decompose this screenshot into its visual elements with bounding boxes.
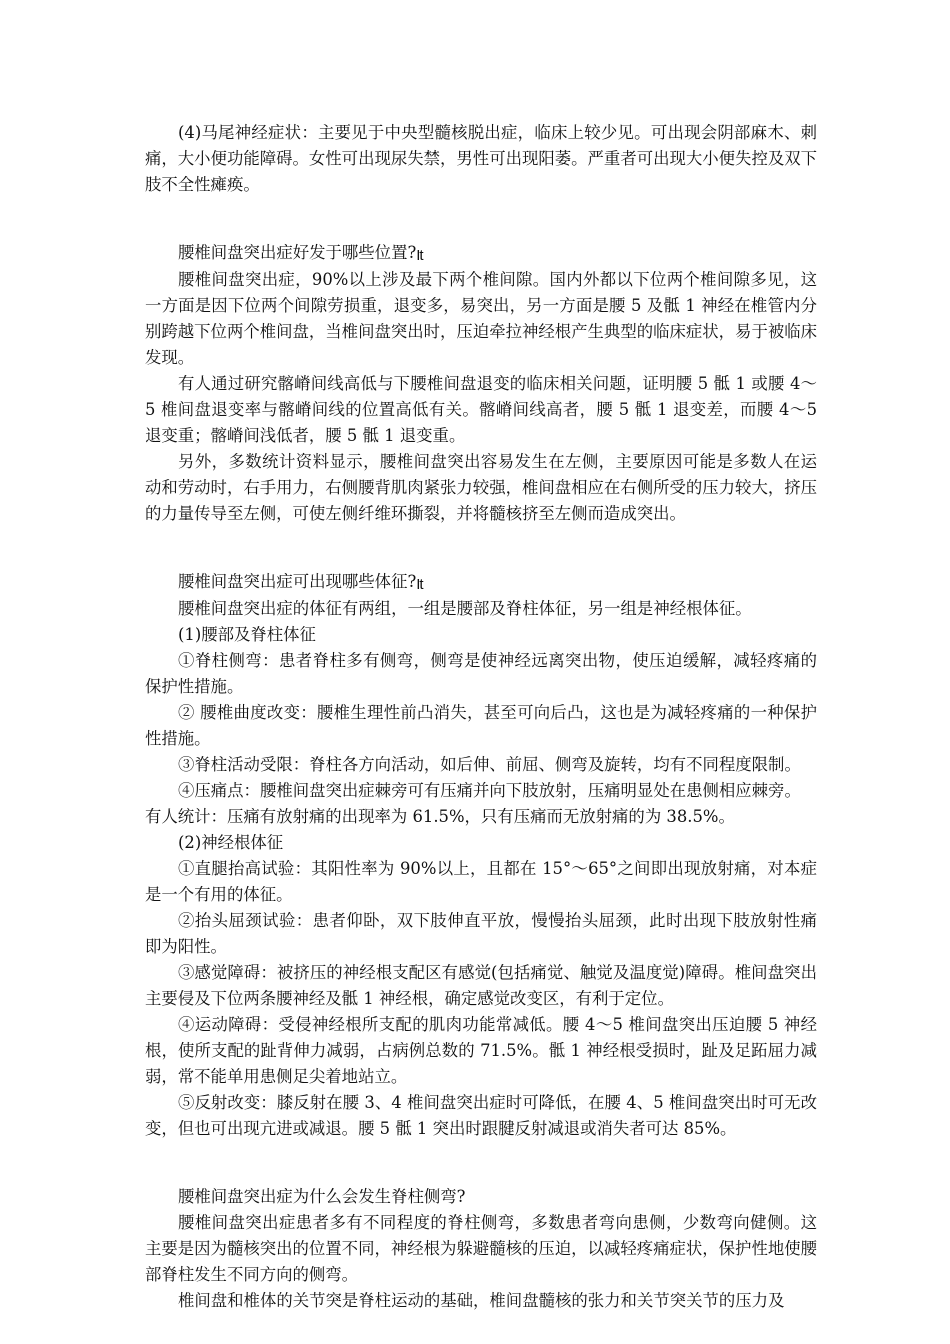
heading-location-mark: It bbox=[416, 247, 423, 264]
section-gap bbox=[145, 198, 817, 240]
section-gap bbox=[145, 1142, 817, 1184]
paragraph-location-3: 另外，多数统计资料显示，腰椎间盘突出容易发生在左侧，主要原因可能是多数人在运动和劳动时，右手用力，右侧腰背肌肉紧张力较强，椎间盘相应在右侧所受的压力较大，挤压的力量传导至左侧，可使左侧纤维环撕裂，并将髓核挤至左侧而造成突出。 bbox=[145, 452, 818, 523]
paragraph-signs-motion: ③脊柱活动受限：脊柱各方向活动，如后伸、前屈、侧弯及旋转，均有不同程度限制。 bbox=[178, 755, 801, 774]
paragraph-signs-scoliosis: ①脊柱侧弯：患者脊柱多有侧弯，侧弯是使神经远离突出物，使压迫缓解，减轻疼痛的保护性措施。 bbox=[145, 651, 817, 696]
heading-scoliosis: 腰椎间盘突出症为什么会发生脊柱侧弯? bbox=[178, 1187, 466, 1206]
paragraph-signs-statistics: 有人统计：压痛有放射痛的出现率为 61.5%，只有压痛而无放射痛的为 38.5%。 bbox=[145, 807, 735, 826]
paragraph-location-1: 腰椎间盘突出症，90%以上涉及最下两个椎间隙。国内外都以下位两个椎间隙多见，这一方面是因下位两个间隙劳损重，退变多，易突出，另一方面是腰 5 及骶 1 神经在椎管内分别跨越下位两个椎间盘，当椎间盘突出时，压迫牵拉神经根产生典型的临床症状，易于被临床发现。 bbox=[145, 270, 818, 367]
paragraph-signs-reflex: ⑤反射改变：膝反射在腰 3、4 椎间盘突出症时可降低，在腰 4、5 椎间盘突出时可无改变，但也可出现亢进或减退。腰 5 骶 1 突出时跟腱反射减退或消失者可达 85%。 bbox=[145, 1093, 817, 1138]
paragraph-signs-neck-flexion: ②抬头屈颈试验：患者仰卧，双下肢伸直平放，慢慢抬头屈颈，此时出现下肢放射性痛即为阳性。 bbox=[145, 911, 817, 956]
paragraph-signs-curvature: ② 腰椎曲度改变：腰椎生理性前凸消失，甚至可向后凸，这也是为减轻疼痛的一种保护性措施。 bbox=[145, 703, 817, 748]
document-page bbox=[145, 120, 817, 1314]
heading-signs-text: 腰椎间盘突出症可出现哪些体征? bbox=[178, 572, 417, 591]
heading-location bbox=[145, 240, 817, 267]
heading-signs-mark: It bbox=[416, 576, 423, 593]
paragraph-signs-group1: (1)腰部及脊柱体征 bbox=[178, 625, 316, 644]
paragraph-signs-sensory: ③感觉障碍：被挤压的神经根支配区有感觉(包括痛觉、触觉及温度觉)障碍。椎间盘突出主要侵及下位两条腰神经及骶 1 神经根，确定感觉改变区，有利于定位。 bbox=[145, 963, 817, 1008]
paragraph-cauda-equina: (4)马尾神经症状：主要见于中央型髓核脱出症，临床上较少见。可出现会阴部麻木、刺痛，大小便功能障碍。女性可出现尿失禁，男性可出现阳萎。严重者可出现大小便失控及双下肢不全性瘫痪。 bbox=[145, 123, 818, 194]
paragraph-signs-intro: 腰椎间盘突出症的体征有两组，一组是腰部及脊柱体征，另一组是神经根体征。 bbox=[178, 599, 752, 618]
heading-signs bbox=[145, 569, 817, 596]
paragraph-scoliosis-1: 腰椎间盘突出症患者多有不同程度的脊柱侧弯，多数患者弯向患侧，少数弯向健侧。这主要是因为髓核突出的位置不同，神经根为躲避髓核的压迫，以减轻疼痛症状，保护性地使腰部脊柱发生不同方向的侧弯。 bbox=[145, 1213, 818, 1284]
paragraph-signs-motor: ④运动障碍：受侵神经根所支配的肌肉功能常减低。腰 4～5 椎间盘突出压迫腰 5 神经根，使所支配的趾背伸力减弱，占病例总数的 71.5%。骶 1 神经根受损时，趾及足跖屈力减弱，常不能单用患侧足尖着地站立。 bbox=[145, 1015, 817, 1086]
paragraph-scoliosis-2: 椎间盘和椎体的关节突是脊柱运动的基础，椎间盘髓核的张力和关节突关节的压力及 bbox=[178, 1291, 785, 1310]
paragraph-signs-group2: (2)神经根体征 bbox=[178, 833, 284, 852]
heading-location-text: 腰椎间盘突出症好发于哪些位置? bbox=[178, 243, 417, 262]
paragraph-signs-slr: ①直腿抬高试验：其阳性率为 90%以上，且都在 15°～65°之间即出现放射痛，对本症是一个有用的体征。 bbox=[145, 859, 817, 904]
paragraph-signs-tenderness: ④压痛点：腰椎间盘突出症棘旁可有压痛并向下肢放射，压痛明显处在患侧相应棘旁。 bbox=[178, 781, 801, 800]
section-gap bbox=[145, 527, 817, 569]
paragraph-location-2: 有人通过研究髂嵴间线高低与下腰椎间盘退变的临床相关问题，证明腰 5 骶 1 或腰 4～5 椎间盘退变率与髂嵴间线的位置高低有关。髂嵴间线高者，腰 5 骶 1 退变差，而腰 4～5 退变重；髂嵴间浅低者，腰 5 骶 1 退变重。 bbox=[145, 374, 817, 445]
